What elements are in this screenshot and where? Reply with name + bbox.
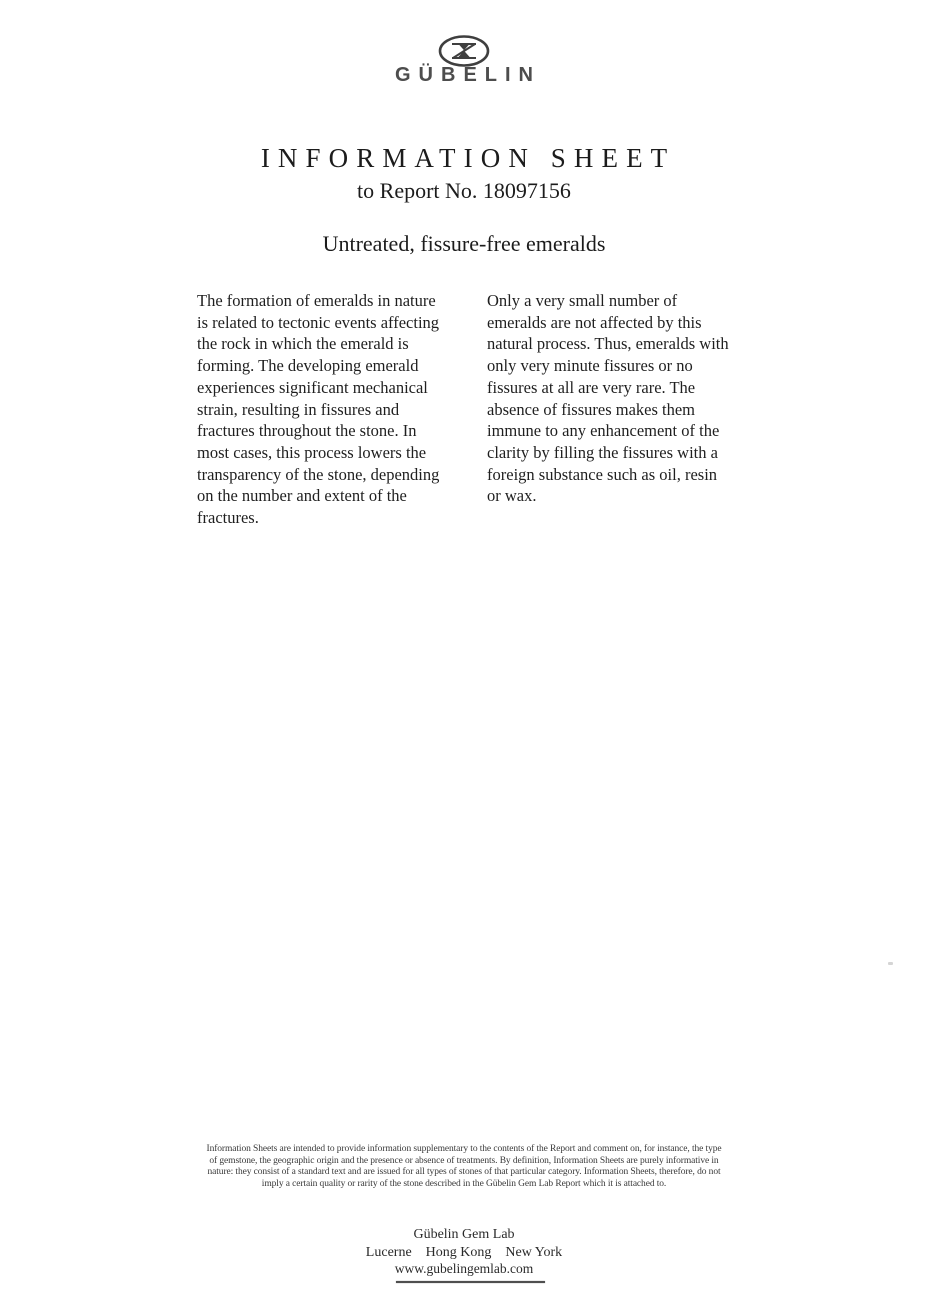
footer-rule-line <box>396 1281 545 1283</box>
text-line: clarity by filling the fissures with a <box>487 442 718 462</box>
text-line: the rock in which the emerald is <box>197 334 409 354</box>
text-line: experiences significant mechanical <box>197 377 428 397</box>
text-line: emeralds are not affected by this <box>487 312 702 332</box>
text-line: Only a very small number of <box>487 291 678 310</box>
footer-cities <box>0 1245 928 1262</box>
footer-city-hongkong: Hong Kong <box>425 1244 492 1260</box>
text-line: fractures. <box>197 508 259 528</box>
text-line: fissures at all are very rare. The <box>487 377 696 397</box>
scan-speck <box>888 962 893 965</box>
text-line: Information Sheets are intended to provide information supplementary to the contents of the Report and comment on, for instance, the type <box>206 1144 722 1154</box>
footer-city-lucerne: Lucerne <box>365 1244 412 1260</box>
brand-wordmark: GÜBELIN <box>395 64 541 86</box>
text-line: or wax. <box>487 486 537 506</box>
text-line: on the number and extent of the <box>197 486 407 506</box>
text-line: only very minute fissures or no <box>487 356 693 376</box>
document-subtitle: Untreated, fissure-free emeralds <box>322 231 606 256</box>
text-line: absence of fissures makes them <box>487 399 696 419</box>
text-line: strain, resulting in fissures and <box>197 399 400 419</box>
text-line: most cases, this process lowers the <box>197 442 427 462</box>
page-title: INFORMATION SHEET <box>260 143 676 173</box>
text-line: transparency of the stone, depending <box>197 464 440 484</box>
left-column-paragraph <box>197 290 463 529</box>
text-line: imply a certain quality or rarity of the stone described in the Gübelin Gem Lab Report which it is attached to. <box>261 1178 667 1189</box>
text-line: foreign substance such as oil, resin <box>487 464 718 484</box>
footer-lab-name: Gübelin Gem Lab <box>413 1227 515 1242</box>
body-columns <box>197 290 753 529</box>
footer <box>0 1227 928 1278</box>
right-column-paragraph <box>487 290 753 529</box>
text-line: forming. The developing emerald <box>197 356 419 376</box>
text-line: is related to tectonic events affecting <box>197 312 440 332</box>
text-line: of gemstone, the geographic origin and the presence or absence of treatments. By definition, Information Sheets are purely informative in <box>209 1155 719 1166</box>
report-number-line: to Report No. 18097156 <box>357 178 571 203</box>
text-line: nature: they consist of a standard text and are issued for all types of stones of that particular category. Information Sheets, therefore, do not <box>207 1167 721 1178</box>
text-line: The formation of emeralds in nature <box>197 291 436 310</box>
footer-website: www.gubelingemlab.com <box>394 1261 534 1276</box>
text-line: fractures throughout the stone. In <box>197 421 417 441</box>
disclaimer-fine-print <box>0 1144 928 1190</box>
text-line: immune to any enhancement of the <box>487 421 720 441</box>
text-line: natural process. Thus, emeralds with <box>487 334 729 354</box>
footer-city-newyork: New York <box>505 1244 563 1260</box>
